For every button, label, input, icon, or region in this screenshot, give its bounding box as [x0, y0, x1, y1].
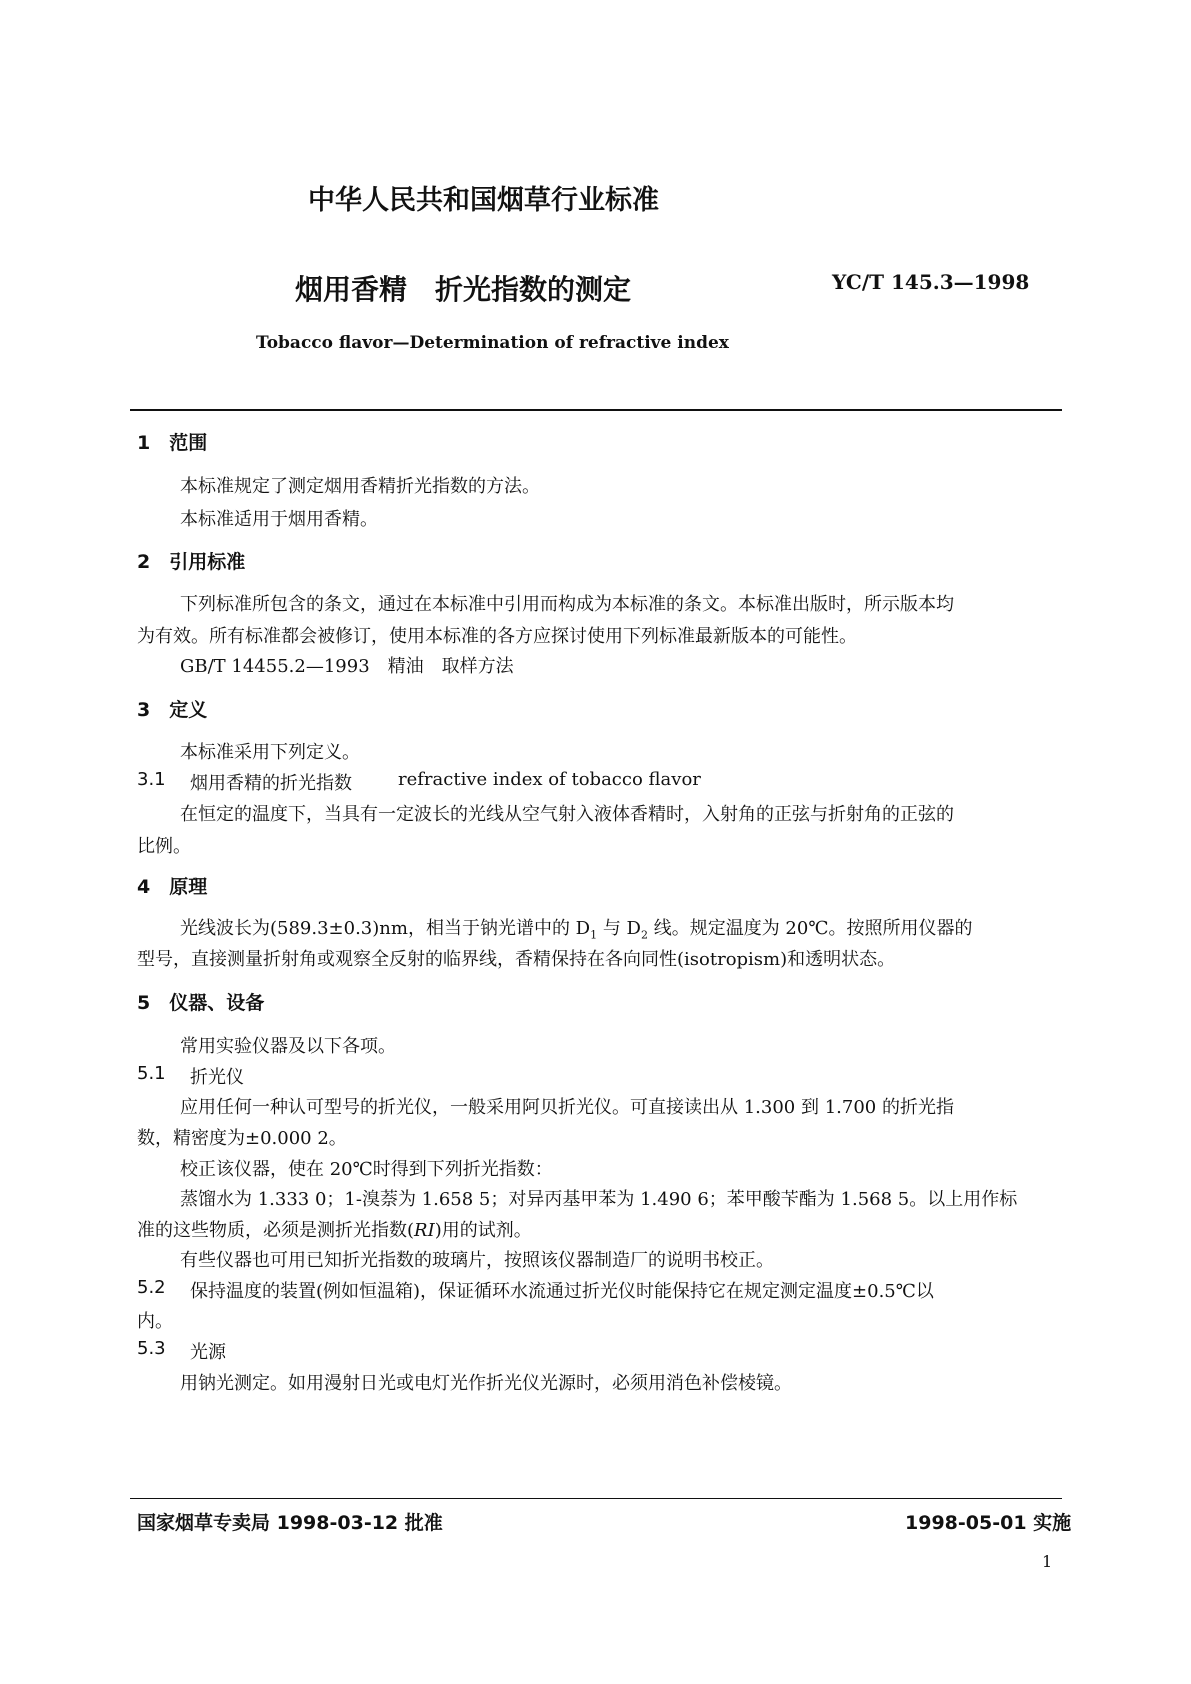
- document-title: 烟用香精 折光指数的测定: [295, 273, 632, 306]
- section-2-para-line-1: 下列标准所包含的条文，通过在本标准中引用而构成为本标准的条文。本标准出版时，所示版本均: [180, 594, 954, 615]
- section-2-reference: GB/T 14455.2—1993 精油 取样方法: [180, 656, 514, 677]
- subsection-5-2-line-2: 内。: [137, 1311, 173, 1332]
- section-3-para-1: 本标准采用下列定义。: [180, 742, 360, 763]
- ri-abbreviation: RI: [414, 1220, 435, 1241]
- refractometer-line-1: 应用任何一种认可型号的折光仪，一般采用阿贝折光仪。可直接读出从 1.300 到 1.700 的折光指: [180, 1097, 954, 1118]
- subscript-2: 2: [640, 928, 648, 942]
- section-1-para-1: 本标准规定了测定烟用香精折光指数的方法。: [180, 476, 540, 497]
- principle-line-1: [180, 914, 972, 942]
- refractometer-line-2: 数，精密度为±0.000 2。: [137, 1128, 347, 1149]
- section-5-para-1: 常用实验仪器及以下各项。: [180, 1036, 396, 1057]
- subsection-3-1-term: 烟用香精的折光指数: [190, 773, 352, 794]
- subsection-5-1-title: 折光仪: [190, 1067, 244, 1088]
- section-5-heading: 5 仪器、设备: [137, 992, 265, 1014]
- refractometer-line-6: 有些仪器也可用已知折光指数的玻璃片，按照该仪器制造厂的说明书校正。: [180, 1250, 774, 1271]
- light-source-line-1: 用钠光测定。如用漫射日光或电灯光作折光仪光源时，必须用消色补偿棱镜。: [180, 1373, 792, 1394]
- subsection-5-1-number: 5.1: [137, 1063, 166, 1084]
- section-4-heading: 4 原理: [137, 876, 208, 898]
- subsection-5-2-line-1: 保持温度的装置(例如恒温箱)，保证循环水流通过折光仪时能保持它在规定测定温度±0.5℃以: [190, 1281, 934, 1302]
- refractometer-line-5: [137, 1216, 532, 1242]
- header-divider: [130, 409, 1062, 411]
- definition-line-1: 在恒定的温度下，当具有一定波长的光线从空气射入液体香精时，入射角的正弦与折射角的正弦的: [180, 804, 954, 825]
- section-1-para-2: 本标准适用于烟用香精。: [180, 509, 378, 530]
- principle-line-1-text-c: 线。规定温度为 20℃。按照所用仪器的: [647, 918, 973, 939]
- subsection-3-1-english-term: refractive index of tobacco flavor: [398, 769, 701, 790]
- refractometer-line-4: 蒸馏水为 1.333 0；1-溴萘为 1.658 5；对异丙基甲苯为 1.490 6；苯甲酸苄酯为 1.568 5。以上用作标: [180, 1189, 1018, 1210]
- issuer-title: 中华人民共和国烟草行业标准: [308, 185, 659, 216]
- footer-divider: [130, 1498, 1062, 1499]
- principle-line-2: 型号，直接测量折射角或观察全反射的临界线，香精保持在各向同性(isotropism)和透明状态。: [137, 949, 896, 970]
- subsection-5-3-number: 5.3: [137, 1338, 166, 1359]
- subsection-3-1-number: 3.1: [137, 769, 166, 790]
- refractometer-line-5-text-b: )用的试剂。: [434, 1220, 532, 1241]
- effective-date: 1998-05-01 实施: [905, 1512, 1072, 1534]
- section-1-heading: 1 范围: [137, 432, 208, 454]
- section-2-heading: 2 引用标准: [137, 551, 246, 573]
- subsection-5-3-title: 光源: [190, 1342, 226, 1363]
- section-2-para-line-2: 为有效。所有标准都会被修订，使用本标准的各方应探讨使用下列标准最新版本的可能性。: [137, 626, 857, 647]
- english-title: Tobacco flavor—Determination of refractive index: [256, 333, 729, 353]
- approval-date: 国家烟草专卖局 1998-03-12 批准: [137, 1512, 443, 1534]
- principle-line-1-text-a: 光线波长为(589.3±0.3)nm，相当于钠光谱中的 D: [180, 918, 591, 939]
- page-number: 1: [1042, 1552, 1053, 1571]
- refractometer-line-3: 校正该仪器，使在 20℃时得到下列折光指数：: [180, 1159, 553, 1180]
- subsection-5-2-number: 5.2: [137, 1277, 166, 1298]
- section-3-heading: 3 定义: [137, 699, 208, 721]
- principle-line-1-text-b: 与 D: [597, 918, 641, 939]
- definition-line-2: 比例。: [137, 836, 191, 857]
- standard-number: YC/T 145.3—1998: [832, 270, 1030, 294]
- subscript-1: 1: [590, 928, 598, 942]
- refractometer-line-5-text-a: 准的这些物质，必须是测折光指数(: [137, 1220, 415, 1241]
